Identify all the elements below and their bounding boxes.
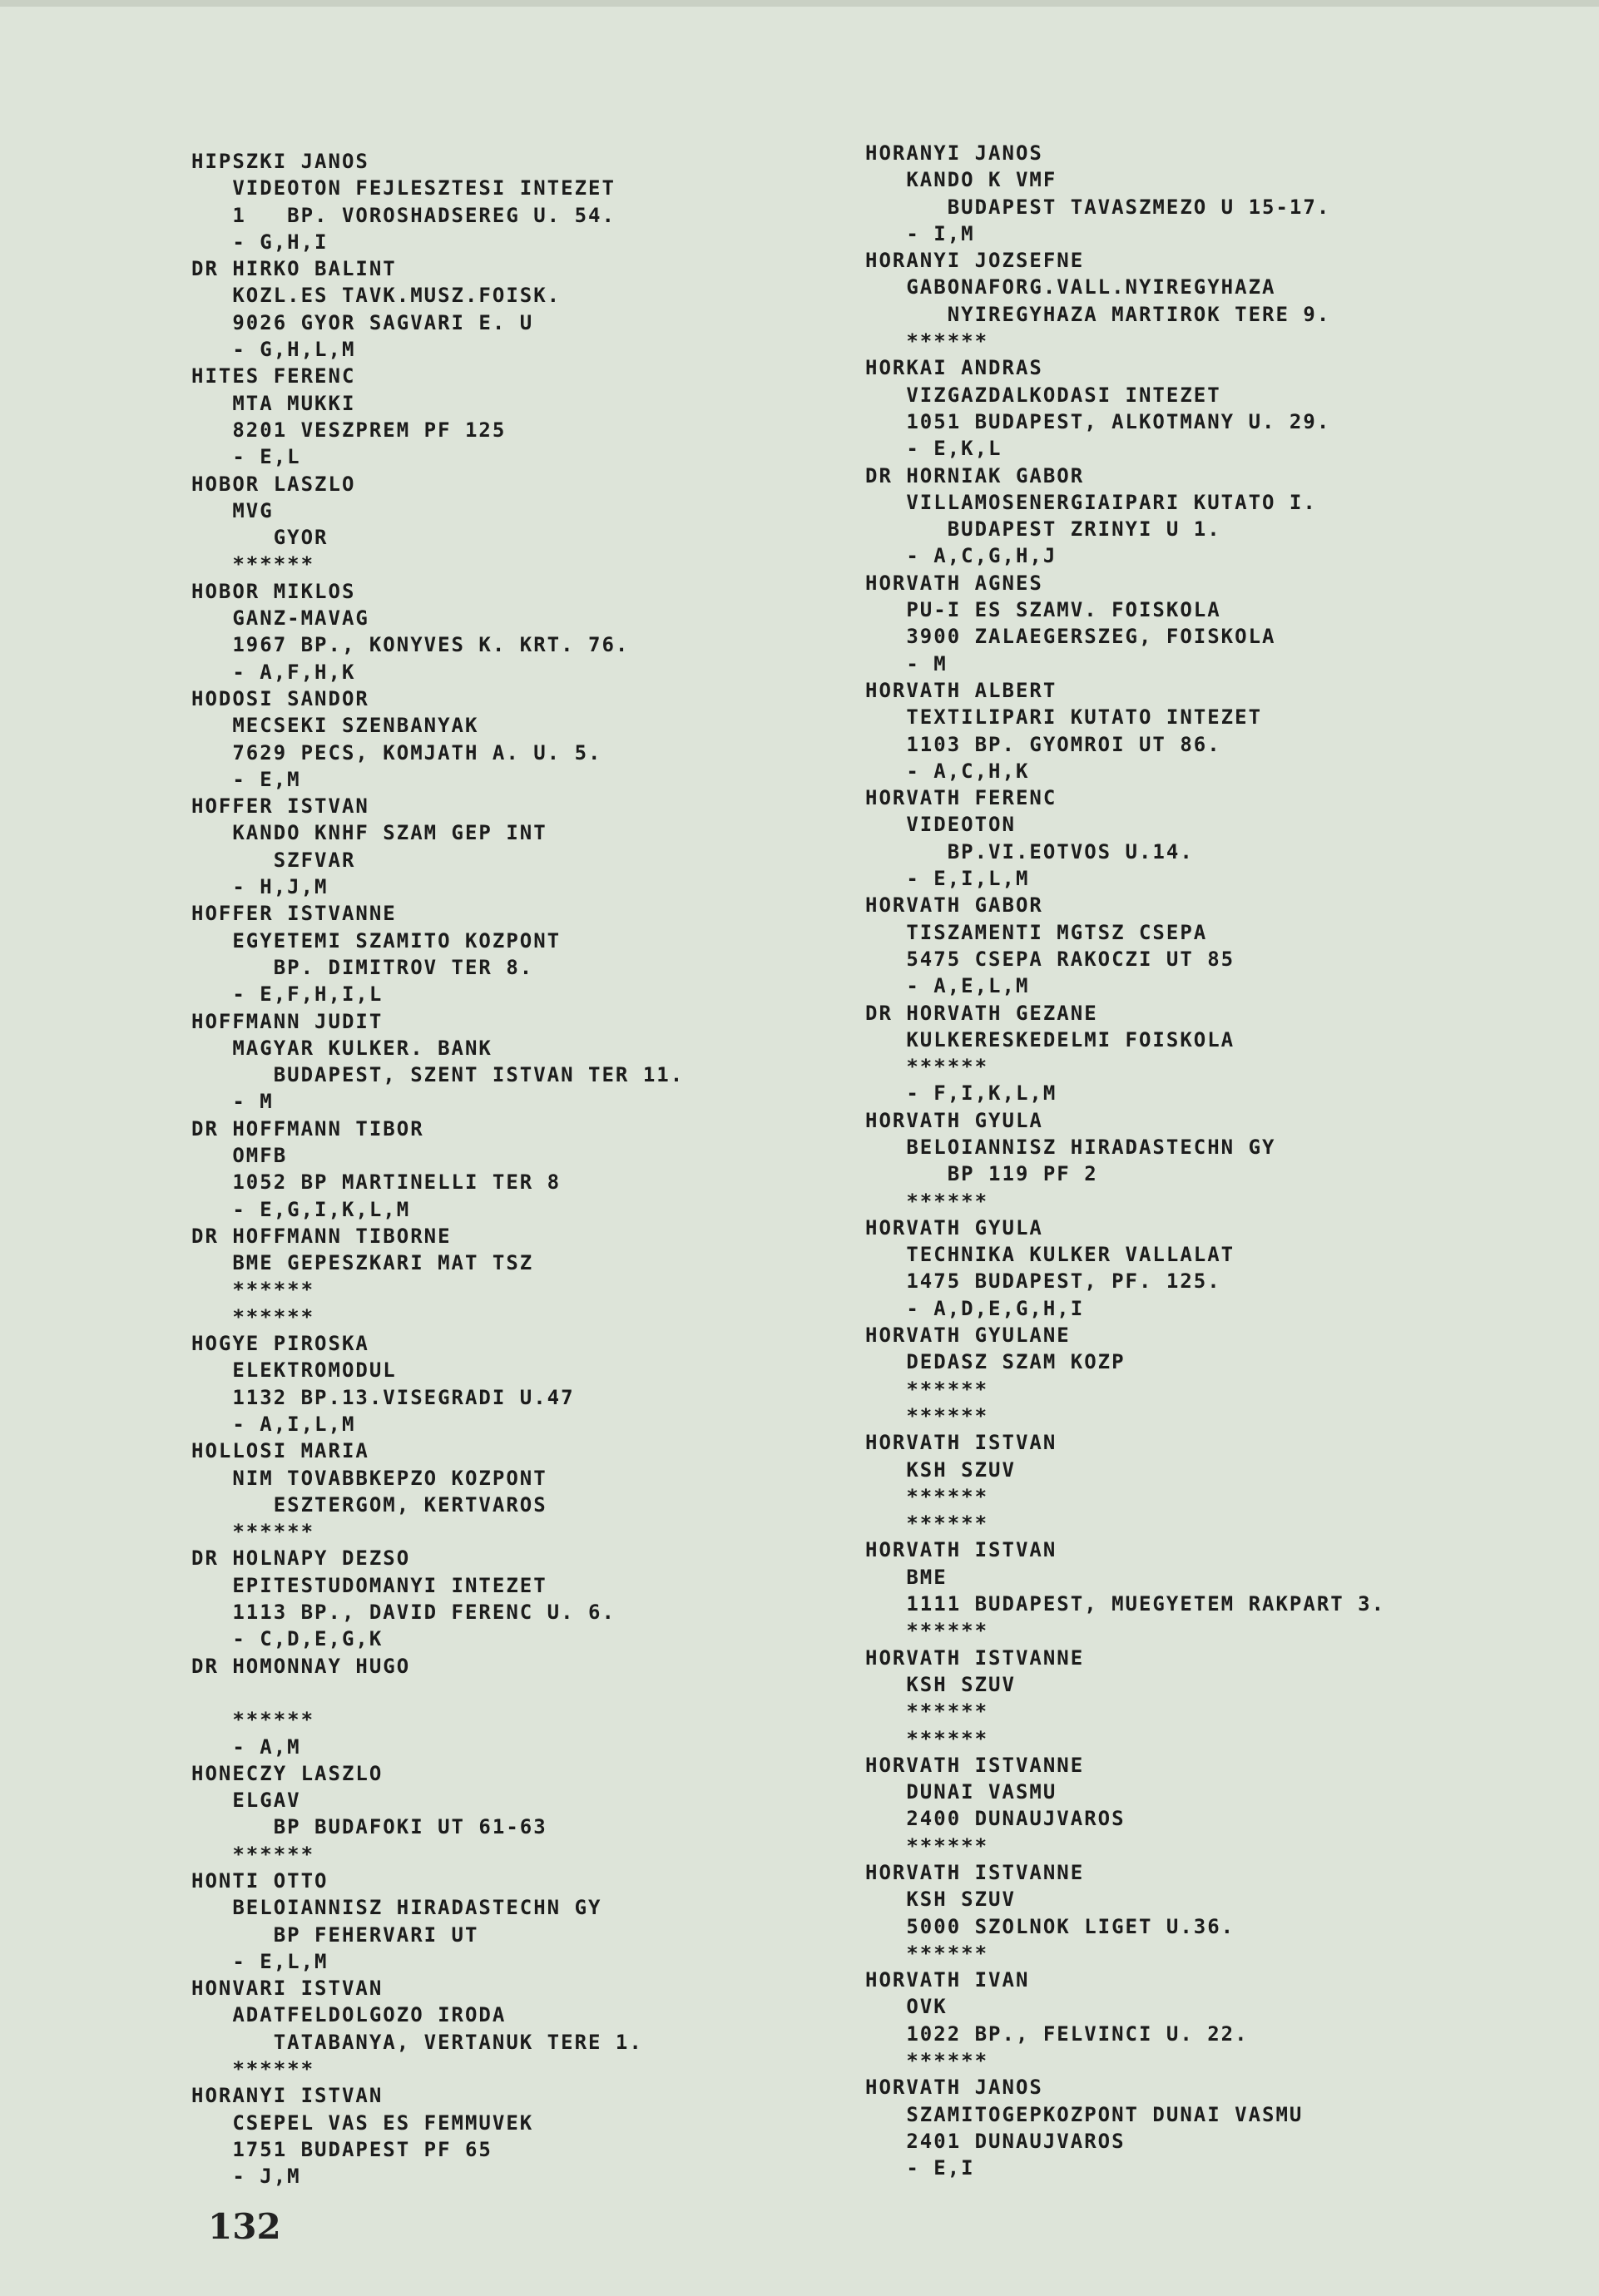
directory-line: KULKERESKEDELMI FOISKOLA <box>865 1027 1235 1052</box>
directory-line: HORVATH AGNES <box>865 571 1043 595</box>
directory-line: HORVATH IVAN <box>865 1968 1030 1992</box>
directory-line: - E,L <box>191 445 301 469</box>
directory-line: VILLAMOSENERGIAIPARI KUTATO I. <box>865 490 1317 514</box>
directory-line: ****** <box>191 552 315 576</box>
directory-line: - A,E,L,M <box>865 974 1030 998</box>
directory-line: HORVATH FERENC <box>865 786 1057 810</box>
directory-line: HONECZY LASZLO <box>191 1761 384 1785</box>
directory-line: ****** <box>865 1055 989 1079</box>
directory-line: ****** <box>865 1726 989 1750</box>
directory-line <box>191 1680 874 1706</box>
directory-line: HOBOR MIKLOS <box>191 579 356 603</box>
directory-line: EGYETEMI SZAMITO KOZPONT <box>191 928 562 953</box>
directory-line: ****** <box>865 1619 989 1643</box>
directory-line: ESZTERGOM, KERTVAROS <box>191 1492 547 1517</box>
directory-line: KANDO KNHF SZAM GEP INT <box>191 821 547 845</box>
left-column <box>191 148 874 2190</box>
directory-line: CSEPEL VAS ES FEMMUVEK <box>191 2110 534 2135</box>
directory-line: ****** <box>865 2049 989 2073</box>
directory-line: HORKAI ANDRAS <box>865 356 1043 380</box>
directory-line: DR HIRKO BALINT <box>191 257 397 281</box>
directory-line: - A,F,H,K <box>191 660 356 684</box>
directory-line: - C,D,E,G,K <box>191 1627 384 1651</box>
directory-line: 1111 BUDAPEST, MUEGYETEM RAKPART 3. <box>865 1592 1386 1616</box>
directory-line: TISZAMENTI MGTSZ CSEPA <box>865 920 1208 944</box>
directory-line: NIM TOVABBKEPZO KOZPONT <box>191 1466 547 1490</box>
directory-line: OVK <box>865 1995 948 2019</box>
directory-line: BP FEHERVARI UT <box>191 1922 479 1947</box>
directory-line: 1967 BP., KONYVES K. KRT. 76. <box>191 633 630 657</box>
directory-line: GYOR <box>191 526 329 550</box>
directory-line: TECHNIKA KULKER VALLALAT <box>865 1243 1235 1267</box>
directory-line: HOFFMANN JUDIT <box>191 1009 384 1033</box>
directory-line: - M <box>865 651 948 675</box>
directory-line: - A,I,L,M <box>191 1412 356 1436</box>
directory-line: GABONAFORG.VALL.NYIREGYHAZA <box>865 275 1276 299</box>
directory-line: DEDASZ SZAM KOZP <box>865 1350 1126 1374</box>
directory-line: BUDAPEST ZRINYI U 1. <box>865 517 1221 542</box>
directory-line: ****** <box>865 1512 989 1536</box>
directory-line: KSH SZUV <box>865 1457 1016 1482</box>
directory-line: 5000 SZOLNOK LIGET U.36. <box>865 1914 1235 1938</box>
directory-line: 1751 BUDAPEST PF 65 <box>191 2137 493 2161</box>
directory-line: ****** <box>865 1941 989 1965</box>
directory-line: BME GEPESZKARI MAT TSZ <box>191 1251 534 1275</box>
directory-line: MTA MUKKI <box>191 391 356 415</box>
directory-line: HODOSI SANDOR <box>191 686 369 710</box>
directory-line: - E,G,I,K,L,M <box>191 1197 411 1221</box>
directory-line: HONVARI ISTVAN <box>191 1977 384 2001</box>
directory-line: ****** <box>191 1304 315 1329</box>
directory-line: SZAMITOGEPKOZPONT DUNAI VASMU <box>865 2102 1304 2126</box>
directory-line: GANZ-MAVAG <box>191 606 369 631</box>
directory-line: ****** <box>191 1520 315 1544</box>
directory-line: 1 BP. VOROSHADSEREG U. 54. <box>191 203 616 227</box>
directory-line: KSH SZUV <box>865 1888 1016 1912</box>
directory-line: ****** <box>865 1484 989 1508</box>
directory-line: KSH SZUV <box>865 1672 1016 1696</box>
directory-line: 1052 BP MARTINELLI TER 8 <box>191 1170 562 1195</box>
directory-line: HORVATH ISTVAN <box>865 1538 1057 1562</box>
directory-line: MVG <box>191 498 274 522</box>
right-column <box>865 140 1564 2182</box>
directory-line: TEXTILIPARI KUTATO INTEZET <box>865 705 1263 730</box>
directory-line: HORVATH ALBERT <box>865 678 1057 702</box>
directory-line: HOFFER ISTVAN <box>191 794 369 819</box>
directory-line: ****** <box>191 1708 315 1732</box>
directory-line: BP.VI.EOTVOS U.14. <box>865 839 1194 863</box>
directory-line: DR HORNIAK GABOR <box>865 463 1085 487</box>
directory-line: - A,M <box>191 1734 301 1759</box>
directory-line: TATABANYA, VERTANUK TERE 1. <box>191 2030 643 2054</box>
directory-line: DUNAI VASMU <box>865 1780 1057 1804</box>
directory-line: MAGYAR KULKER. BANK <box>191 1036 493 1060</box>
directory-line: DR HOFFMANN TIBORNE <box>191 1224 452 1248</box>
directory-line: HORVATH ISTVANNE <box>865 1753 1085 1777</box>
directory-line: - E,M <box>191 767 301 791</box>
directory-line: HORANYI ISTVAN <box>191 2084 384 2108</box>
directory-line: - A,D,E,G,H,I <box>865 1296 1085 1320</box>
directory-line: - F,I,K,L,M <box>865 1081 1057 1106</box>
directory-line: PU-I ES SZAMV. FOISKOLA <box>865 598 1221 622</box>
directory-line: OMFB <box>191 1143 288 1167</box>
directory-line: BUDAPEST, SZENT ISTVAN TER 11. <box>191 1063 685 1087</box>
directory-line: 2400 DUNAUJVAROS <box>865 1807 1126 1831</box>
directory-line: DR HOLNAPY DEZSO <box>191 1546 411 1571</box>
directory-line: 7629 PECS, KOMJATH A. U. 5. <box>191 740 602 765</box>
directory-line: BP BUDAFOKI UT 61-63 <box>191 1815 547 1839</box>
directory-line: - E,F,H,I,L <box>191 982 384 1007</box>
directory-line: VIDEOTON FEJLESZTESI INTEZET <box>191 176 616 200</box>
directory-line: HORVATH GYULA <box>865 1215 1043 1240</box>
directory-line: SZFVAR <box>191 848 356 872</box>
directory-line: ****** <box>865 329 989 354</box>
directory-line: HORVATH JANOS <box>865 2076 1043 2100</box>
directory-line: 1103 BP. GYOMROI UT 86. <box>865 732 1221 756</box>
directory-line: ****** <box>865 1700 989 1724</box>
directory-line: 2401 DUNAUJVAROS <box>865 2129 1126 2153</box>
directory-line: - A,C,H,K <box>865 759 1030 783</box>
directory-line: 5475 CSEPA RAKOCZI UT 85 <box>865 947 1235 971</box>
directory-line: - G,H,I <box>191 230 329 254</box>
directory-line: 1022 BP., FELVINCI U. 22. <box>865 2021 1249 2046</box>
directory-line: HOBOR LASZLO <box>191 472 356 496</box>
directory-line: HONTI OTTO <box>191 1869 329 1893</box>
directory-line: DR HORVATH GEZANE <box>865 1001 1098 1025</box>
directory-line: BELOIANNISZ HIRADASTECHN GY <box>865 1135 1276 1159</box>
directory-line: ****** <box>865 1833 989 1858</box>
directory-line: HORANYI JANOS <box>865 141 1043 165</box>
directory-line: KOZL.ES TAVK.MUSZ.FOISK. <box>191 284 562 308</box>
directory-line: MECSEKI SZENBANYAK <box>191 714 479 738</box>
directory-line: HORVATH GYULANE <box>865 1324 1071 1348</box>
directory-line: ****** <box>191 1278 315 1302</box>
directory-line: DR HOMONNAY HUGO <box>191 1654 411 1678</box>
directory-line: BELOIANNISZ HIRADASTECHN GY <box>191 1896 602 1920</box>
directory-line: HOFFER ISTVANNE <box>191 902 397 926</box>
directory-line: HORVATH GYULA <box>865 1108 1043 1132</box>
directory-line: KANDO K VMF <box>865 168 1057 192</box>
directory-line: - E,I,L,M <box>865 867 1030 891</box>
directory-line: HITES FERENC <box>191 364 356 388</box>
directory-line: ****** <box>191 2057 315 2081</box>
directory-line: BP. DIMITROV TER 8. <box>191 955 534 979</box>
directory-line: ADATFELDOLGOZO IRODA <box>191 2003 507 2027</box>
directory-line: HOLLOSI MARIA <box>191 1439 369 1463</box>
directory-line: 8201 VESZPREM PF 125 <box>191 418 507 442</box>
directory-line: - I,M <box>865 221 975 245</box>
directory-line: ELGAV <box>191 1789 301 1813</box>
directory-line: - E,L,M <box>191 1949 329 1973</box>
directory-line: DR HOFFMANN TIBOR <box>191 1116 424 1141</box>
directory-line: ****** <box>865 1377 989 1401</box>
directory-line: 1113 BP., DAVID FERENC U. 6. <box>191 1601 616 1625</box>
directory-line: HIPSZKI JANOS <box>191 150 369 173</box>
directory-line: - M <box>191 1090 274 1114</box>
directory-line: BP 119 PF 2 <box>865 1162 1098 1186</box>
directory-line: - E,I <box>865 2156 975 2180</box>
directory-line: HORVATH ISTVANNE <box>865 1861 1085 1884</box>
directory-line: ****** <box>865 1189 989 1213</box>
directory-line: NYIREGYHAZA MARTIROK TERE 9. <box>865 302 1331 326</box>
directory-line: - A,C,G,H,J <box>865 544 1057 568</box>
directory-line: VIDEOTON <box>865 813 1016 837</box>
directory-line: BUDAPEST TAVASZMEZO U 15-17. <box>865 195 1331 219</box>
directory-line: 1051 BUDAPEST, ALKOTMANY U. 29. <box>865 409 1331 433</box>
directory-line: HORVATH ISTVAN <box>865 1431 1057 1455</box>
directory-line: BME <box>865 1565 948 1589</box>
directory-line: EPITESTUDOMANYI INTEZET <box>191 1573 547 1597</box>
directory-line: ****** <box>865 1403 989 1428</box>
directory-line: 3900 ZALAEGERSZEG, FOISKOLA <box>865 625 1276 649</box>
directory-line: - E,K,L <box>865 437 1002 461</box>
directory-line: - H,J,M <box>191 875 329 899</box>
directory-line: 1475 BUDAPEST, PF. 125. <box>865 1269 1221 1294</box>
directory-line: - G,H,L,M <box>191 338 356 362</box>
directory-line: VIZGAZDALKODASI INTEZET <box>865 383 1221 407</box>
directory-line: HOGYE PIROSKA <box>191 1332 369 1356</box>
top-rule <box>0 0 1599 7</box>
directory-line: 9026 GYOR SAGVARI E. U <box>191 310 534 334</box>
directory-line: ****** <box>191 1842 315 1866</box>
page-number: 132 <box>208 2206 281 2247</box>
directory-line: HORANYI JOZSEFNE <box>865 249 1085 273</box>
directory-line: ELEKTROMODUL <box>191 1358 397 1383</box>
directory-line: 1132 BP.13.VISEGRADI U.47 <box>191 1385 575 1409</box>
directory-line: HORVATH ISTVANNE <box>865 1645 1085 1670</box>
directory-line: - J,M <box>191 2165 301 2189</box>
directory-line: HORVATH GABOR <box>865 893 1043 918</box>
